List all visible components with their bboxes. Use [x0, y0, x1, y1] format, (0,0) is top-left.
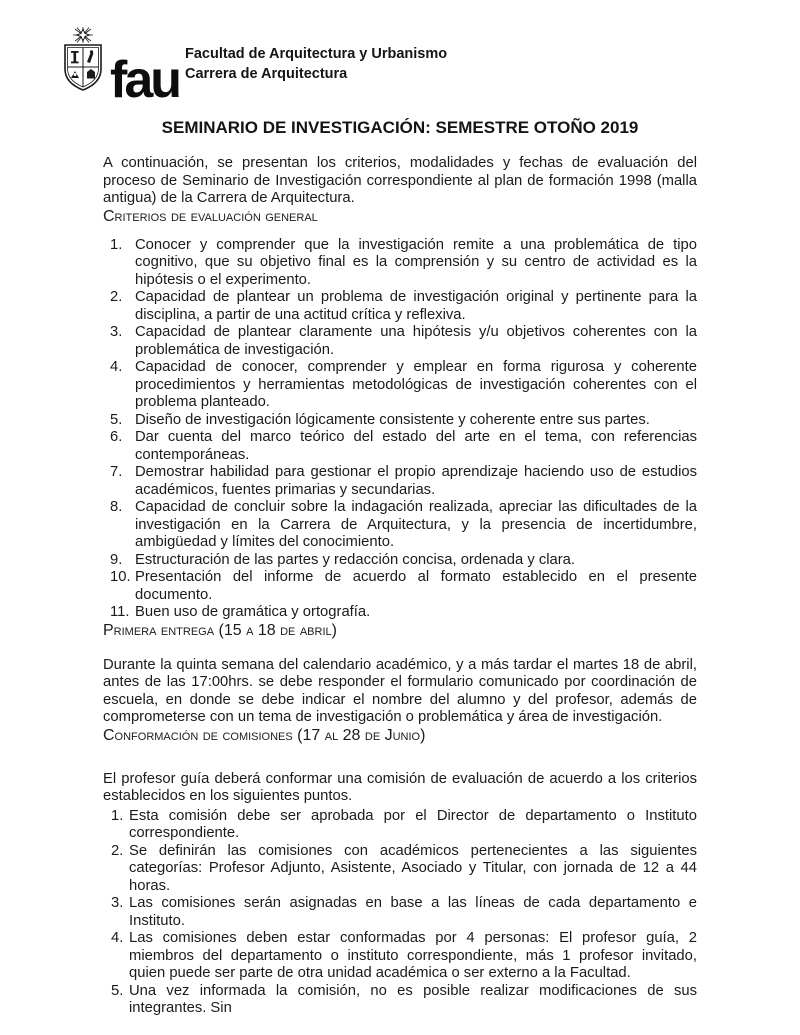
- comisiones-list-item: Las comisiones serán asignadas en base a las líneas de cada departamento e Instituto.: [129, 895, 697, 929]
- criteria-list-item: Demostrar habilidad para gestionar el propio aprendizaje haciendo uso de estudios académicos, fuentes primarias y secundarias.: [135, 464, 697, 498]
- criteria-list-item: Presentación del informe de acuerdo al formato establecido en el presente documento.: [135, 569, 697, 603]
- criteria-list-item: Capacidad de plantear claramente una hipótesis y/u objetivos coherentes con la problemática de investigación.: [135, 324, 697, 358]
- faculty-name: Facultad de Arquitectura y Urbanismo: [185, 46, 448, 62]
- primera-entrega-paragraph: Durante la quinta semana del calendario académico, y a más tardar el martes 18 de abril, antes de las 17:00hrs. se debe responder el formulario comunicado por coordinación de escuela, en donde se debe indicar el nombre del alumno y del profesor, además de comprometerse con un tema de investigación o problemática y área de investigación.: [103, 656, 697, 725]
- section-heading-criterios: Criterios de evaluación general: [103, 207, 318, 225]
- criteria-list-item: Estructuración de las partes y redacción concisa, ordenada y clara.: [135, 551, 576, 568]
- section-heading-conformacion: Conformación de comisiones (17 al 28 de Junio): [103, 726, 426, 744]
- comisiones-list-item: Las comisiones deben estar conformadas por 4 personas: El profesor guía, 2 miembros del departamento o instituto correspondiente, más 1 profesor invitado, quien puede ser parte de otra unidad académica o ser externo a la Facultad.: [129, 930, 697, 981]
- university-crest-icon: [60, 26, 106, 92]
- criteria-list-item: Capacidad de conocer, comprender y emplear en forma rigurosa y coherente procedimientos y herramientas metodológicas de investigación coherentes con el problema planteado.: [135, 359, 697, 410]
- section-heading-primera-entrega: Primera entrega (15 a 18 de abril): [103, 621, 337, 639]
- intro-paragraph: A continuación, se presentan los criterios, modalidades y fechas de evaluación del proceso de Seminario de Investigación correspondiente al plan de formación 1998 (malla antigua) de la Carrera de Arquitectura.: [103, 155, 697, 206]
- comisiones-list-item: Una vez informada la comisión, no es posible realizar modificaciones de sus integrantes. Sin: [129, 982, 697, 1016]
- comisiones-list: [103, 808, 697, 1018]
- criteria-list-item: Conocer y comprender que la investigación remite a una problemática de tipo cognitivo, que su objetivo final es la comprensión y su centro de actividad es la hipótesis o el experimento.: [135, 236, 697, 288]
- document-body: [103, 119, 697, 1018]
- criteria-list-item: Diseño de investigación lógicamente consistente y coherente entre sus partes.: [135, 411, 650, 428]
- comisiones-list-item: Esta comisión debe ser aprobada por el Director de departamento o Instituto correspondiente.: [129, 807, 697, 841]
- program-name: Carrera de Arquitectura: [185, 66, 348, 82]
- fau-wordmark: fau: [110, 51, 179, 109]
- org-names: [185, 44, 447, 84]
- comisiones-list-item: Se definirán las comisiones con académicos pertenecientes a las siguientes categorías: Profesor Adjunto, Asistente, Asociado y Titular, con jornada de 12 a 44 horas.: [129, 842, 697, 894]
- conformacion-paragraph: El profesor guía deberá conformar una comisión de evaluación de acuerdo a los criterios establecidos en los siguientes puntos.: [103, 770, 697, 804]
- document-title: SEMINARIO DE INVESTIGACIÓN: SEMESTRE OTOÑO 2019: [161, 118, 639, 137]
- criteria-list-item: Capacidad de plantear un problema de investigación original y pertinente para la disciplina, a partir de una actitud crítica y reflexiva.: [135, 289, 697, 323]
- criteria-list-item: Capacidad de concluir sobre la indagación realizada, apreciar las dificultades de la investigación en la Carrera de Arquitectura, y la presencia de incertidumbre, ambigüedad y límites del conocimiento.: [135, 499, 697, 550]
- criteria-list-item: Buen uso de gramática y ortografía.: [135, 604, 371, 620]
- criteria-list: [103, 237, 697, 622]
- criteria-list-item: Dar cuenta del marco teórico del estado del arte en el tema, con referencias contemporáneas.: [135, 429, 697, 463]
